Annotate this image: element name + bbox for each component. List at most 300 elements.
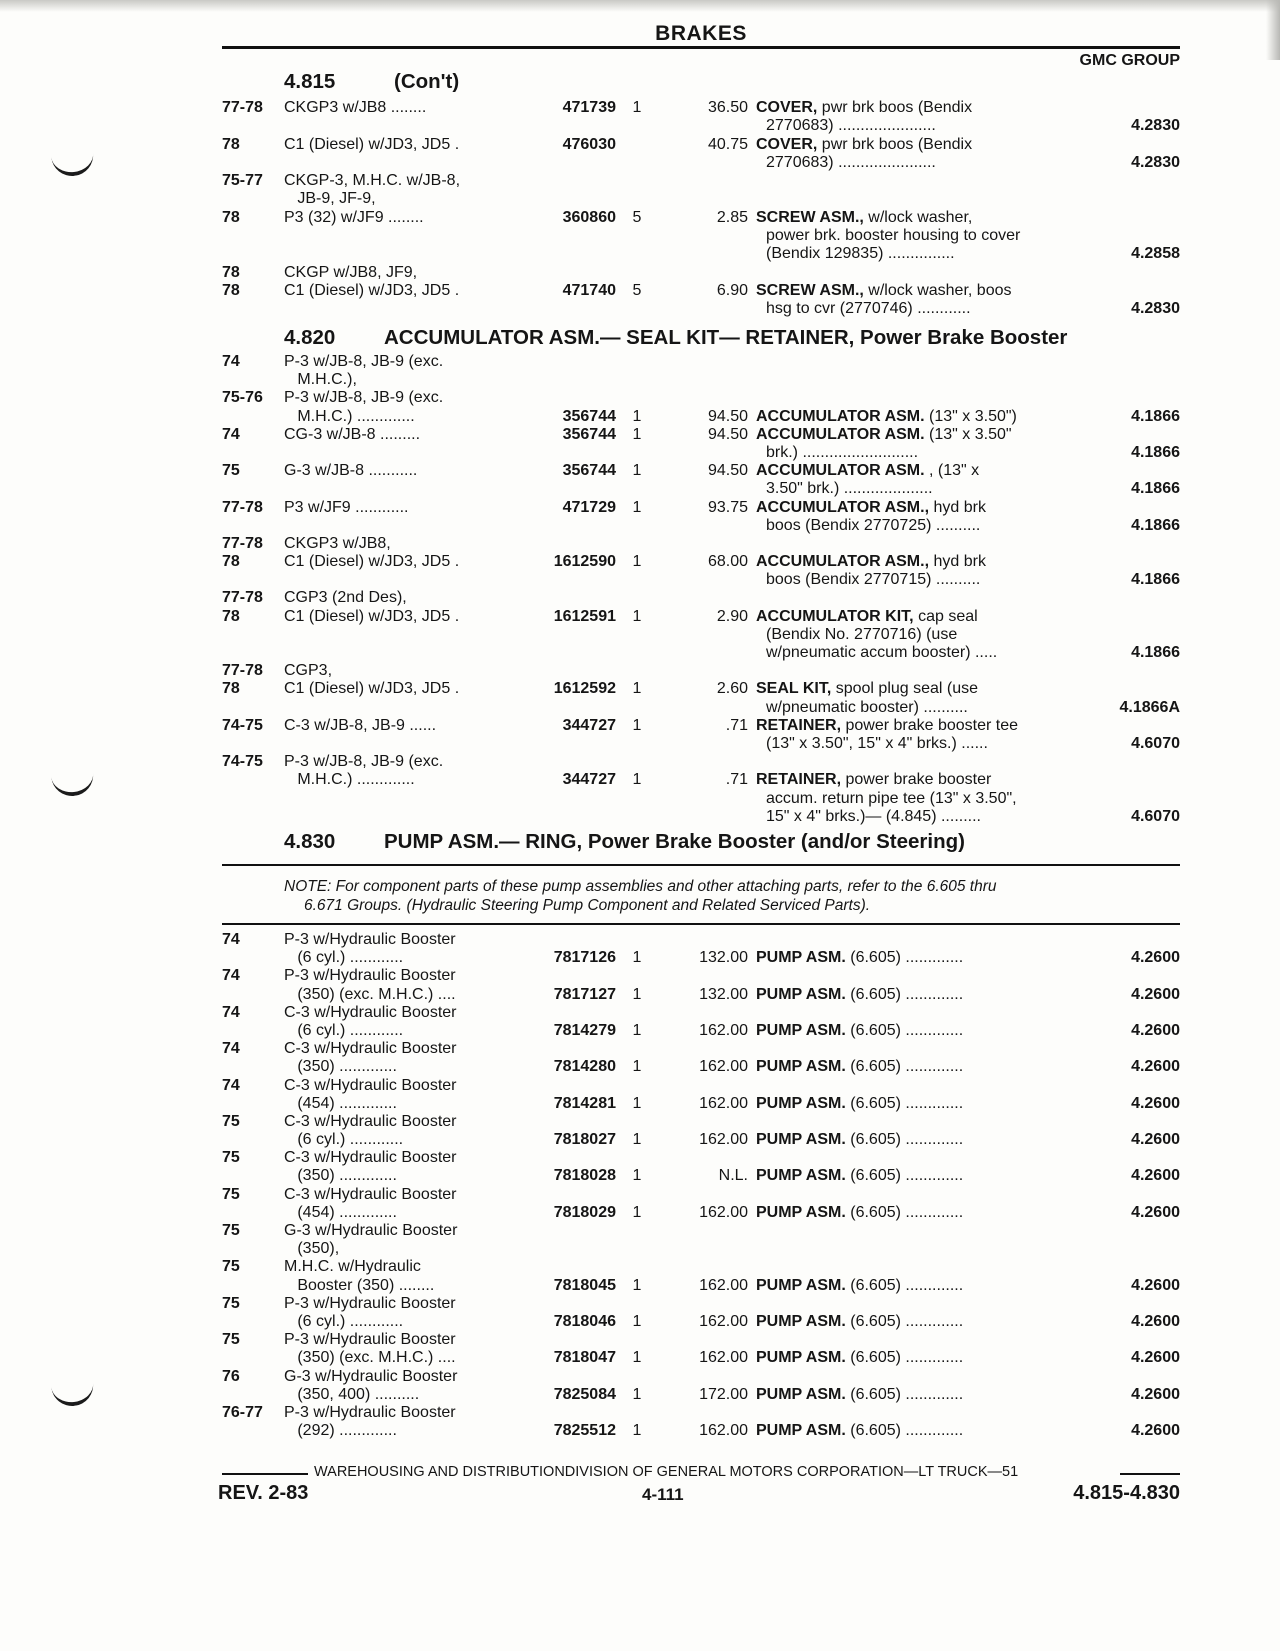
- description: [756, 352, 1056, 371]
- table-row: [222, 1221, 1180, 1239]
- table-row: [222, 1003, 1180, 1021]
- part-number: 7825512: [553, 1422, 616, 1440]
- part-number: 1612592: [553, 680, 616, 698]
- table-row: [222, 388, 1180, 406]
- description: [756, 1148, 1056, 1167]
- price: N.L.: [718, 1167, 748, 1185]
- description: [756, 1076, 1056, 1095]
- note-line: NOTE: For component parts of these pump assemblies and other attaching parts, refer to the 6.605 thru: [284, 878, 997, 895]
- description: [756, 226, 1056, 245]
- table-row: [222, 930, 1180, 948]
- table-row: [222, 588, 1180, 606]
- description-text: (6.605) .............: [845, 1276, 964, 1294]
- year: 75-76: [222, 389, 263, 407]
- description-text: [756, 662, 766, 679]
- description-text: [756, 1258, 766, 1275]
- quantity: 1: [632, 680, 642, 698]
- table-row: [222, 698, 1180, 716]
- part-number: 360860: [562, 208, 616, 226]
- table-row: [222, 1330, 1180, 1348]
- model: C-3 w/Hydraulic Booster: [284, 1149, 457, 1167]
- table-row: [222, 116, 1180, 134]
- model: G-3 w/Hydraulic Booster: [284, 1222, 458, 1239]
- part-name: PUMP ASM.: [756, 1422, 846, 1440]
- table-row: [222, 734, 1180, 752]
- group-number: 4.2600: [1131, 1058, 1180, 1076]
- group-number: 4.2830: [1131, 117, 1180, 135]
- model: M.H.C.),: [284, 371, 357, 389]
- description: [756, 153, 1056, 172]
- description: [756, 716, 1056, 735]
- description-text: 3.50" brk.) ....................: [766, 480, 933, 498]
- model: G-3 w/Hydraulic Booster: [284, 1367, 458, 1385]
- part-name: ACCUMULATOR ASM.: [756, 462, 925, 480]
- quantity: 5: [632, 281, 642, 299]
- table-row: [222, 770, 1180, 788]
- description-text: [756, 967, 766, 984]
- part-number: 7818027: [553, 1131, 616, 1149]
- part-name: RETAINER,: [756, 771, 842, 789]
- description-text: [756, 1113, 766, 1130]
- footer-division: WAREHOUSING AND DISTRIBUTIONDIVISION OF GENERAL MOTORS CORPORATION—LT TRUCK—51: [314, 1464, 1019, 1480]
- description-text: spool plug seal (use: [831, 680, 979, 698]
- catalog-page: [218, 18, 1180, 1638]
- group-number: 4.2600: [1131, 1276, 1180, 1294]
- table-row: [222, 479, 1180, 497]
- section-heading-4830: [284, 830, 965, 854]
- year: 75: [222, 462, 240, 480]
- table-row: [222, 948, 1180, 966]
- part-number: 7818045: [553, 1276, 616, 1294]
- note-rule-top: [222, 864, 1180, 866]
- model: G-3 w/JB-8 ...........: [284, 462, 418, 480]
- model: M.H.C.) .............: [284, 771, 415, 789]
- description-text: (6.605) .............: [845, 1094, 964, 1112]
- description-text: (6.605) .............: [845, 985, 964, 1003]
- model: (350) .............: [284, 1167, 397, 1185]
- description-text: [756, 1040, 766, 1057]
- description: [756, 1112, 1056, 1131]
- part-number: 471739: [562, 99, 616, 116]
- group-number: 4.2830: [1131, 300, 1180, 318]
- year: 74: [222, 967, 240, 985]
- table-row: [222, 1166, 1180, 1184]
- part-name: PUMP ASM.: [756, 1058, 846, 1076]
- part-number: 356744: [562, 462, 616, 480]
- model: P-3 w/Hydraulic Booster: [284, 1294, 456, 1312]
- year: 77-78: [222, 498, 263, 516]
- group-number: 4.1866A: [1119, 698, 1180, 716]
- year: 78: [222, 680, 240, 698]
- table-row: [222, 1039, 1180, 1057]
- description-text: boos (Bendix 2770725) ..........: [766, 516, 981, 534]
- model: (350) (exc. M.H.C.) ....: [284, 985, 456, 1003]
- description-text: pwr brk boos (Bendix: [817, 135, 973, 153]
- section-heading-4815: [284, 70, 459, 94]
- description-text: hsg to cvr (2770746) ............: [766, 300, 971, 318]
- binding-hole-mark: [51, 1378, 95, 1408]
- model: P-3 w/Hydraulic Booster: [284, 1403, 456, 1421]
- note-line: 6.671 Groups. (Hydraulic Steering Pump Component and Related Serviced Parts).: [304, 897, 871, 914]
- year: 77-78: [222, 662, 263, 680]
- description: [756, 370, 1056, 389]
- description: [756, 789, 1056, 808]
- part-number: 7818028: [553, 1167, 616, 1185]
- model: (292) .............: [284, 1422, 397, 1440]
- part-number: 1612591: [553, 607, 616, 625]
- price: 94.50: [707, 425, 748, 443]
- description: [756, 1057, 1056, 1076]
- model: C-3 w/Hydraulic Booster: [284, 1185, 457, 1203]
- model: JB-9, JF-9,: [284, 190, 376, 208]
- description-text: [756, 172, 766, 189]
- model: (6 cyl.) ............: [284, 1131, 404, 1149]
- group-number: 4.1866: [1131, 644, 1180, 661]
- footer-rule-right: [1120, 1473, 1180, 1475]
- table-row: [222, 1257, 1180, 1275]
- model: C-3 w/Hydraulic Booster: [284, 1040, 457, 1058]
- description: [756, 281, 1056, 300]
- description: [756, 98, 1056, 117]
- table-row: [222, 1203, 1180, 1221]
- model: CGP3 (2nd Des),: [284, 589, 407, 607]
- group-number: 4.6070: [1131, 807, 1180, 825]
- model: (6 cyl.) ............: [284, 949, 404, 967]
- model: C1 (Diesel) w/JD3, JD5 .: [284, 607, 460, 625]
- model: Booster (350) ........: [284, 1276, 435, 1294]
- part-number: 7818047: [553, 1349, 616, 1367]
- description-text: (6.605) .............: [845, 1203, 964, 1221]
- model: C1 (Diesel) w/JD3, JD5 .: [284, 553, 460, 571]
- table-row: [222, 407, 1180, 425]
- group-number: 4.1866: [1131, 443, 1180, 461]
- year: 74: [222, 353, 240, 370]
- price: 162.00: [699, 1094, 748, 1112]
- table-row: [222, 461, 1180, 479]
- price: 162.00: [699, 1203, 748, 1221]
- table-row: [222, 1021, 1180, 1039]
- page-title: BRAKES: [655, 22, 747, 45]
- part-name: COVER,: [756, 99, 818, 116]
- model: C1 (Diesel) w/JD3, JD5 .: [284, 680, 460, 698]
- table-row: [222, 1348, 1180, 1366]
- description: [756, 263, 1056, 282]
- part-number: 471740: [562, 281, 616, 299]
- price: 162.00: [699, 1422, 748, 1440]
- part-name: ACCUMULATOR ASM.: [756, 425, 925, 443]
- description: [756, 948, 1056, 967]
- quantity: 5: [632, 208, 642, 226]
- description-text: [756, 753, 766, 770]
- table-row: [222, 1057, 1180, 1075]
- price: .71: [725, 771, 748, 789]
- quantity: 1: [632, 1276, 642, 1294]
- part-number: 344727: [562, 716, 616, 734]
- model: (454) .............: [284, 1203, 397, 1221]
- description: [756, 1385, 1056, 1404]
- description: [756, 461, 1056, 480]
- table-row: [222, 1185, 1180, 1203]
- description: [756, 966, 1056, 985]
- scan-shadow-corner: [1266, 0, 1280, 60]
- table-row: [222, 208, 1180, 226]
- table-row: [222, 281, 1180, 299]
- description-text: power brk. booster housing to cover: [766, 227, 1021, 245]
- model: C1 (Diesel) w/JD3, JD5 .: [284, 135, 460, 153]
- model: CKGP-3, M.H.C. w/JB-8,: [284, 172, 461, 190]
- model: P-3 w/Hydraulic Booster: [284, 1331, 456, 1349]
- price: 94.50: [707, 462, 748, 480]
- year: 76-77: [222, 1403, 263, 1421]
- model: CKGP3 w/JB8,: [284, 534, 391, 552]
- price: 162.00: [699, 1058, 748, 1076]
- price: 132.00: [699, 985, 748, 1003]
- description: [756, 552, 1056, 571]
- description: [756, 1239, 1056, 1258]
- description: [756, 1203, 1056, 1222]
- model: (6 cyl.) ............: [284, 1312, 404, 1330]
- year: 77-78: [222, 99, 263, 116]
- table-row: [222, 534, 1180, 552]
- group-number: 4.2600: [1131, 1094, 1180, 1112]
- price: 162.00: [699, 1021, 748, 1039]
- year: 77-78: [222, 589, 263, 607]
- parts-list-4815: [222, 98, 1180, 318]
- description: [756, 116, 1056, 135]
- year: 78: [222, 607, 240, 625]
- table-row: [222, 516, 1180, 534]
- description-text: [756, 1186, 766, 1203]
- description-text: (6.605) .............: [845, 1131, 964, 1149]
- table-row: [222, 370, 1180, 388]
- header-rule: [222, 46, 1180, 49]
- description: [756, 135, 1056, 154]
- part-name: PUMP ASM.: [756, 949, 846, 967]
- description: [756, 1312, 1056, 1331]
- table-row: [222, 135, 1180, 153]
- section-heading-4820: [284, 326, 1067, 350]
- table-row: [222, 985, 1180, 1003]
- model: (350) (exc. M.H.C.) ....: [284, 1349, 456, 1367]
- model: CGP3,: [284, 662, 333, 680]
- group-number: 4.2600: [1131, 1385, 1180, 1403]
- model: P-3 w/Hydraulic Booster: [284, 967, 456, 985]
- model: C1 (Diesel) w/JD3, JD5 .: [284, 281, 460, 299]
- description-text: [756, 353, 766, 370]
- price: 2.85: [716, 208, 748, 226]
- description-text: [756, 1240, 766, 1257]
- description-text: (6.605) .............: [845, 1349, 964, 1367]
- quantity: 1: [632, 99, 642, 116]
- price: 132.00: [699, 949, 748, 967]
- description: [756, 698, 1056, 717]
- description-text: power brake booster tee: [841, 716, 1019, 734]
- description: [756, 1166, 1056, 1185]
- group-number: 4.2600: [1131, 1312, 1180, 1330]
- group-number: 4.2600: [1131, 1131, 1180, 1149]
- quantity: 1: [632, 771, 642, 789]
- description-text: [756, 1077, 766, 1094]
- description: [756, 1276, 1056, 1295]
- group-number: 4.2600: [1131, 1167, 1180, 1185]
- part-name: SCREW ASM.,: [756, 208, 864, 226]
- group-number: 4.2600: [1131, 1203, 1180, 1221]
- scan-shadow-top: [0, 0, 1280, 12]
- description-text: [756, 1331, 766, 1348]
- description: [756, 1257, 1056, 1276]
- year: 77-78: [222, 534, 263, 552]
- section-title: ACCUMULATOR ASM.— SEAL KIT— RETAINER, Power Brake Booster: [384, 326, 1068, 349]
- description: [756, 189, 1056, 208]
- part-number: 7814281: [553, 1094, 616, 1112]
- description-text: [756, 535, 766, 552]
- table-row: [222, 1130, 1180, 1148]
- description-text: (6.605) .............: [845, 949, 964, 967]
- description-text: (6.605) .............: [845, 1058, 964, 1076]
- description-text: w/lock washer,: [863, 208, 973, 226]
- description-text: (13" x 3.50": [924, 425, 1012, 443]
- description: [756, 752, 1056, 771]
- model: P-3 w/JB-8, JB-9 (exc.: [284, 389, 444, 407]
- quantity: 1: [632, 498, 642, 516]
- quantity: 1: [632, 949, 642, 967]
- model: M.H.C. w/Hydraulic: [284, 1258, 421, 1276]
- quantity: 1: [632, 1167, 642, 1185]
- description-text: (13" x 3.50"): [924, 407, 1017, 425]
- part-number: 7814280: [553, 1058, 616, 1076]
- quantity: 1: [632, 716, 642, 734]
- table-row: [222, 299, 1180, 317]
- part-name: PUMP ASM.: [756, 1131, 846, 1149]
- description: [756, 1021, 1056, 1040]
- table-row: [222, 570, 1180, 588]
- group-label: GMC GROUP: [1079, 52, 1180, 69]
- description-text: [756, 371, 766, 388]
- description: [756, 1330, 1056, 1349]
- table-row: [222, 966, 1180, 984]
- model: CKGP w/JB8, JF9,: [284, 263, 418, 281]
- year: 74: [222, 931, 240, 948]
- description-text: w/pneumatic booster) ..........: [766, 698, 968, 716]
- year: 75-77: [222, 172, 263, 190]
- parts-list-4830: [222, 930, 1180, 1439]
- part-number: 356744: [562, 425, 616, 443]
- description-text: brk.) ..........................: [766, 443, 919, 461]
- description-text: (6.605) .............: [845, 1312, 964, 1330]
- description: [756, 407, 1056, 426]
- quantity: 1: [632, 407, 642, 425]
- description: [756, 425, 1056, 444]
- part-name: RETAINER,: [756, 716, 842, 734]
- group-number: 4.2600: [1131, 1021, 1180, 1039]
- description-text: pwr brk boos (Bendix: [817, 99, 973, 116]
- price: 68.00: [707, 553, 748, 571]
- description: [756, 1185, 1056, 1204]
- table-row: [222, 1094, 1180, 1112]
- year: 78: [222, 553, 240, 571]
- part-name: PUMP ASM.: [756, 1203, 846, 1221]
- group-number: 4.1866: [1131, 516, 1180, 534]
- group-number: 4.2600: [1131, 1422, 1180, 1440]
- price: 162.00: [699, 1312, 748, 1330]
- description-text: accum. return pipe tee (13" x 3.50",: [766, 789, 1017, 807]
- description-text: (6.605) .............: [845, 1021, 964, 1039]
- group-number: 4.2600: [1131, 949, 1180, 967]
- year: 74: [222, 425, 240, 443]
- table-row: [222, 1076, 1180, 1094]
- description-text: [756, 264, 766, 281]
- description: [756, 1039, 1056, 1058]
- description-text: [756, 1295, 766, 1312]
- description: [756, 1348, 1056, 1367]
- footer-range: 4.815-4.830: [1073, 1482, 1180, 1504]
- table-row: [222, 263, 1180, 281]
- model: C-3 w/Hydraulic Booster: [284, 1003, 457, 1021]
- note-rule-bottom: [222, 923, 1180, 925]
- part-name: PUMP ASM.: [756, 1021, 846, 1039]
- description-text: [756, 589, 766, 606]
- year: 78: [222, 208, 240, 226]
- price: 162.00: [699, 1349, 748, 1367]
- part-name: PUMP ASM.: [756, 1094, 846, 1112]
- part-number: 7818029: [553, 1203, 616, 1221]
- quantity: 1: [632, 985, 642, 1003]
- group-number: 4.1866: [1131, 480, 1180, 498]
- description: [756, 1094, 1056, 1113]
- year: 74-75: [222, 716, 263, 734]
- description: [756, 807, 1056, 826]
- description: [756, 770, 1056, 789]
- year: 76: [222, 1367, 240, 1385]
- model: (6 cyl.) ............: [284, 1021, 404, 1039]
- price: 6.90: [716, 281, 748, 299]
- price: .71: [725, 716, 748, 734]
- group-number: 4.1866: [1131, 407, 1180, 425]
- part-name: PUMP ASM.: [756, 1276, 846, 1294]
- year: 75: [222, 1222, 240, 1239]
- table-row: [222, 661, 1180, 679]
- part-name: COVER,: [756, 135, 818, 153]
- part-name: PUMP ASM.: [756, 1167, 846, 1185]
- description: [756, 443, 1056, 462]
- table-row: [222, 425, 1180, 443]
- part-name: ACCUMULATOR ASM.: [756, 407, 925, 425]
- price: 2.60: [716, 680, 748, 698]
- year: 74-75: [222, 753, 263, 771]
- group-number: 4.2600: [1131, 1349, 1180, 1367]
- table-row: [222, 679, 1180, 697]
- group-number: 4.2830: [1131, 153, 1180, 171]
- description-text: [756, 1149, 766, 1166]
- description: [756, 171, 1056, 190]
- quantity: 1: [632, 1349, 642, 1367]
- model: P3 (32) w/JF9 ........: [284, 208, 424, 226]
- table-row: [222, 552, 1180, 570]
- description: [756, 985, 1056, 1004]
- table-row: [222, 1385, 1180, 1403]
- quantity: 1: [632, 1021, 642, 1039]
- section-number: 4.815: [284, 70, 336, 93]
- part-name: ACCUMULATOR ASM.,: [756, 498, 930, 516]
- model: P-3 w/JB-8, JB-9 (exc.: [284, 353, 444, 370]
- footer-rule-left: [222, 1473, 308, 1475]
- table-row: [222, 352, 1180, 370]
- model: C-3 w/Hydraulic Booster: [284, 1112, 457, 1130]
- description-text: (Bendix No. 2770716) (use: [766, 625, 958, 643]
- price: 162.00: [699, 1276, 748, 1294]
- part-number: 356744: [562, 407, 616, 425]
- model: (350, 400) ..........: [284, 1385, 420, 1403]
